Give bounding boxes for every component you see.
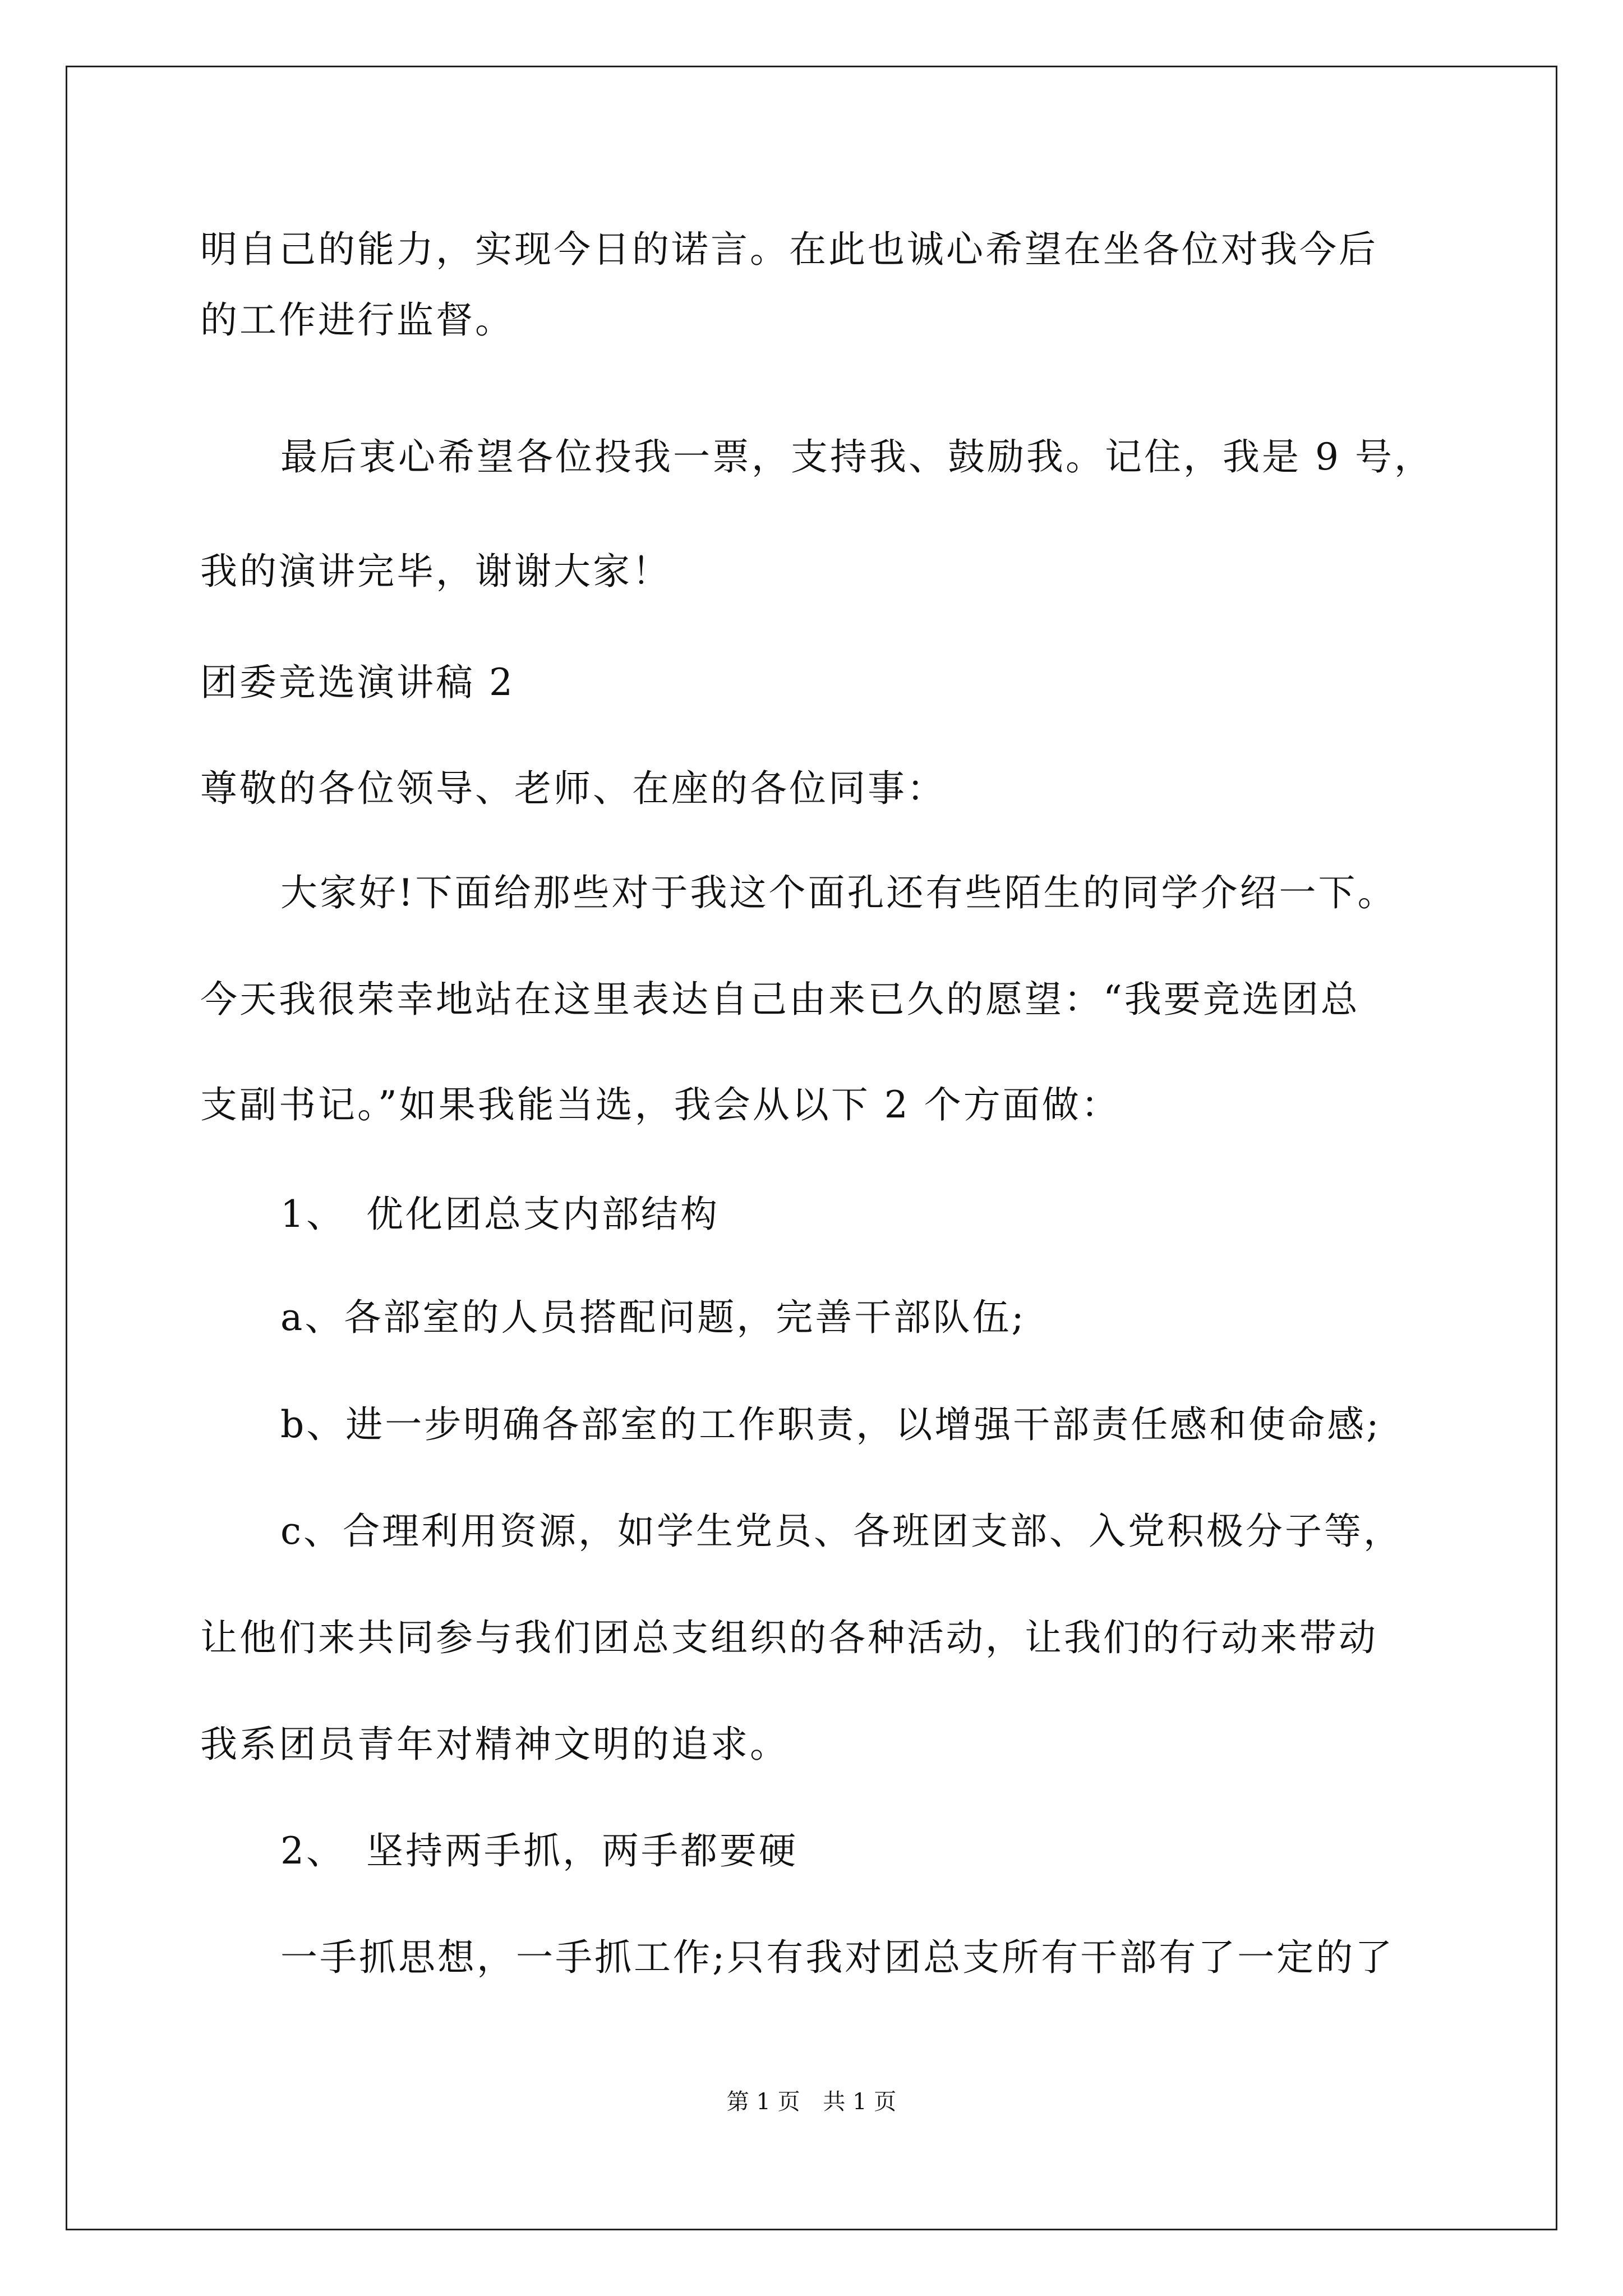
page-footer: [0, 2088, 1623, 2116]
list-item: a、各部室的人员搭配问题，完善干部队伍;: [280, 1296, 1026, 1339]
text-line: 大家好!下面给那些对于我这个面孔还有些陌生的同学介绍一下。: [280, 871, 1397, 914]
page-number-total: 共 1 页: [823, 2089, 897, 2115]
page-number-current: 第 1 页: [726, 2089, 800, 2115]
text-line: 我系团员青年对精神文明的追求。: [200, 1723, 789, 1766]
salutation: 尊敬的各位领导、老师、在座的各位同事：: [200, 767, 946, 810]
text-line: 明自己的能力，实现今日的诺言。在此也诚心希望在坐各位对我今后: [200, 228, 1378, 271]
list-item: c、合理利用资源，如学生党员、各班团支部、入党积极分子等，: [280, 1510, 1403, 1553]
section-heading: 团委竞选演讲稿 2: [200, 661, 515, 704]
text-line: 让他们来共同参与我们团总支组织的各种活动，让我们的行动来带动: [200, 1616, 1378, 1659]
list-item-heading: 2、 坚持两手抓，两手都要硬: [280, 1829, 798, 1872]
text-line: 一手抓思想，一手抓工作;只有我对团总支所有干部有了一定的了: [280, 1936, 1395, 1979]
text-line: 最后衷心希望各位投我一票，支持我、鼓励我。记住，我是 9 号，: [280, 435, 1433, 478]
list-item-heading: 1、 优化团总支内部结构: [280, 1193, 720, 1236]
text-line: 支副书记。”如果我能当选，我会从以下 2 个方面做：: [200, 1083, 1121, 1126]
text-line: 今天我很荣幸地站在这里表达自己由来已久的愿望：“我要竞选团总: [200, 978, 1360, 1021]
text-line: 我的演讲完毕，谢谢大家！: [200, 550, 671, 593]
page-border: [66, 66, 1557, 2230]
text-line: 的工作进行监督。: [200, 298, 514, 342]
list-item: b、进一步明确各部室的工作职责，以增强干部责任感和使命感;: [280, 1403, 1381, 1446]
